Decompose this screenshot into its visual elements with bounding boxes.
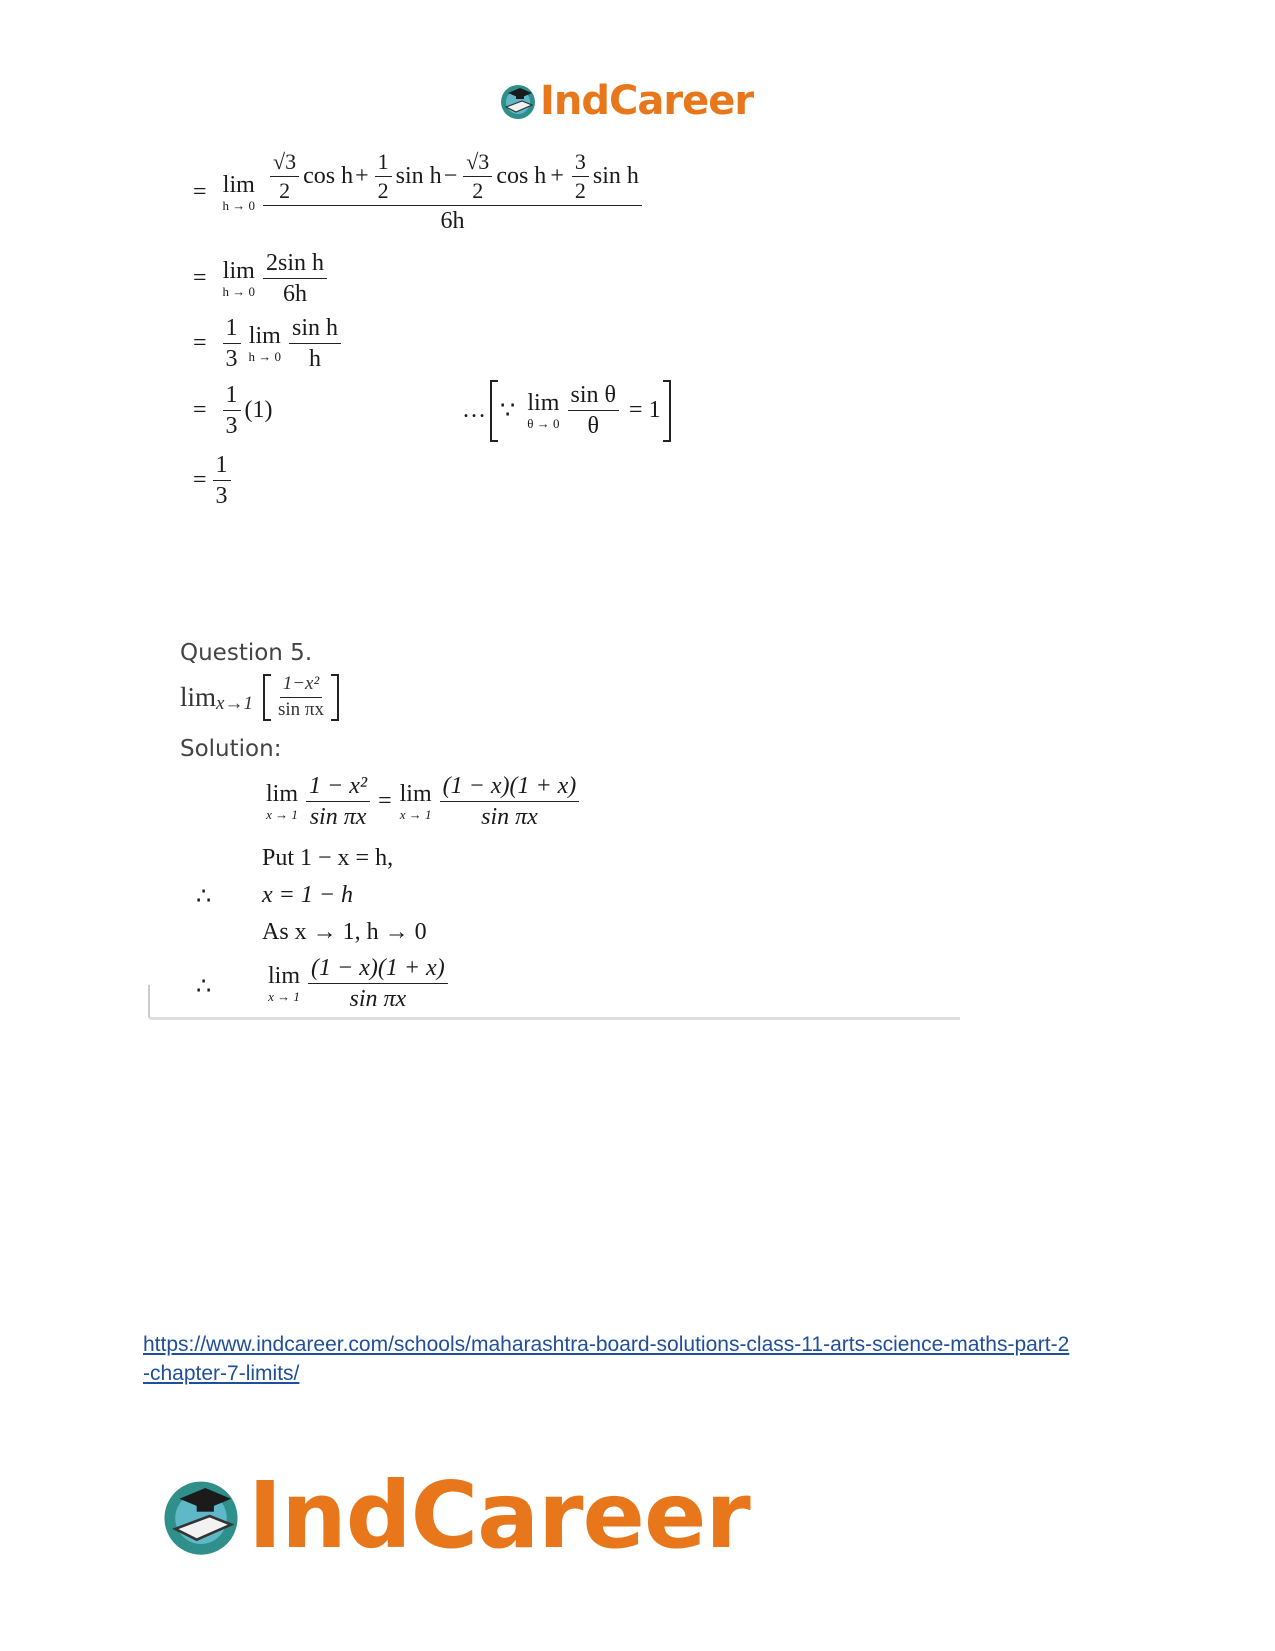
solution-last-line: lim x → 1 $\frac{(1 - x)(1 + x)}{\text{sin πx}}$ <box>264 955 452 1013</box>
step1-equation: = lim h → 0 $\frac{√3}{2}$ cos h + $\frac{1}{2}$ sin h − $\frac{√3}{2}$ cos h + $\frac{3}{2}$ sin h 6h <box>193 150 646 235</box>
solution-line1: lim x → 1 $\frac{\text{1 − x²}}{\text{sin πx}}$ = lim x → 1 $\frac{(1 - x)(1 + x)}{\text{sin πx}}$ <box>262 773 583 831</box>
x-substitution: x = 1 − h <box>262 882 354 908</box>
bracket-group: ∵ lim θ → 0 $\frac{\text{sin θ}}{\theta}$ = 1 <box>490 380 671 442</box>
footer-logo <box>158 1462 750 1569</box>
as-limit-line: As x → 1, h → 0 <box>262 919 427 945</box>
step5-equation: = $\frac{1}{3}$ <box>193 452 235 510</box>
step1-fraction: $\frac{√3}{2}$ cos h + $\frac{1}{2}$ sin h − $\frac{√3}{2}$ cos h + $\frac{3}{2}$ sin h 6h <box>263 150 642 235</box>
therefore-symbol: ∴ <box>196 884 212 910</box>
step4-equation: = $\frac{1}{3}$ (1) <box>193 382 273 440</box>
source-url-link[interactable]: https://www.indcareer.com/schools/maharashtra-board-solutions-class-11-arts-science-maths-part-2-chapter-7-limits/ <box>143 1333 1070 1385</box>
question-title: Question 5. <box>180 640 313 666</box>
header-logo <box>498 78 753 124</box>
footer-logo-text: IndCareer <box>248 1462 750 1569</box>
header-logo-text: IndCareer <box>540 78 754 124</box>
step2-equation: = lim h → 0 $\frac{\text{2sin h}}{6h}$ <box>193 250 331 308</box>
question-expression: lim x→1 $\frac{\text{1−x²}}{\text{sin πx}}$ <box>180 674 339 721</box>
graduation-book-icon <box>498 81 538 121</box>
lim-operator: lim h → 0 <box>222 171 256 213</box>
put-substitution: Put 1 − x = h, <box>262 845 394 871</box>
standard-limit-note: … ∵ lim θ → 0 $\frac{\text{sin θ}}{\theta}$ = 1 <box>462 380 671 442</box>
solution-label: Solution: <box>180 736 282 762</box>
step3-equation: = $\frac{1}{3}$ lim h → 0 $\frac{\text{sin h}}{h}$ <box>193 315 345 373</box>
image-snippet-border <box>148 985 960 1020</box>
graduation-book-icon <box>158 1473 244 1559</box>
therefore-symbol-2: ∴ <box>196 974 212 1000</box>
